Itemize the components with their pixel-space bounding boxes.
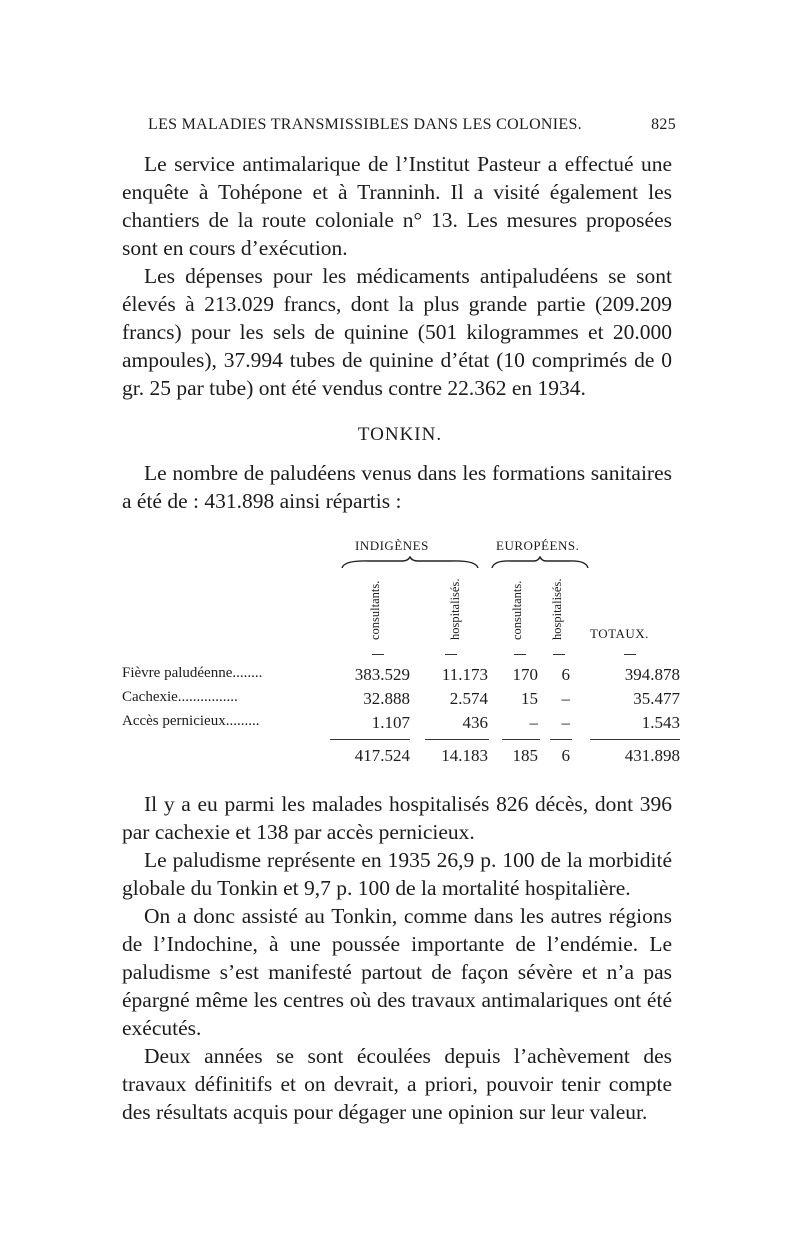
- row-label: Cachexie................: [122, 689, 238, 705]
- running-title: LES MALADIES TRANSMISSIBLES DANS LES COLONIES.: [148, 116, 582, 133]
- sum-rule: [550, 739, 572, 740]
- total-eur-cons: 185: [512, 746, 538, 765]
- col-header-indigenes-hospitalises: hospitalisés.: [448, 578, 462, 640]
- cell-eur-hosp: –: [561, 713, 570, 732]
- cell-eur-hosp: 6: [561, 665, 570, 684]
- sum-rule: [590, 739, 680, 740]
- brace-europeens: [490, 556, 590, 570]
- total-ind-cons: 417.524: [354, 746, 410, 765]
- cell-total: 35.477: [633, 689, 680, 708]
- text-block-bottom: [122, 790, 672, 1126]
- total-eur-hosp: 6: [561, 746, 570, 765]
- cell-eur-cons: 170: [512, 665, 538, 684]
- col-header-indigenes-consultants: consultants.: [368, 580, 382, 640]
- header-dash: [445, 654, 457, 655]
- text-block-intro-table: [122, 459, 672, 515]
- col-header-totaux: TOTAUX.: [590, 626, 649, 641]
- sum-rule: [425, 739, 489, 740]
- table-row: [0, 713, 800, 739]
- text-block-top: [122, 150, 672, 402]
- table-row: [0, 665, 800, 691]
- cell-ind-hosp: 436: [462, 713, 488, 732]
- paragraph-poussee-endemie: On a donc assisté au Tonkin, comme dans les autres régions de l’Indochine, à une poussée importante de l’endémie. Le paludisme s’est manifesté partout de façon sévère et n’a pas épargné même les centres où des travaux antimalariques ont été exécutés.: [122, 904, 672, 1040]
- paragraph-travaux-definitifs: Deux années se sont écoulées depuis l’achèvement des travaux définitifs et on devrait, a priori, pouvoir tenir compte des résultats acquis pour dégager une opinion sur leur valeur.: [122, 1044, 672, 1124]
- header-dash: [624, 654, 636, 655]
- sum-rule: [330, 739, 410, 740]
- cell-eur-cons: –: [529, 713, 538, 732]
- cell-ind-hosp: 2.574: [449, 689, 488, 708]
- group-header-indigenes: INDIGÈNES: [355, 538, 429, 553]
- cell-eur-cons: 15: [521, 689, 538, 708]
- group-header-europeens: EUROPÉENS.: [496, 538, 580, 553]
- header-dash: [553, 654, 565, 655]
- table-row-totals: [0, 746, 800, 772]
- header-dash: [372, 654, 384, 655]
- col-header-europeens-consultants: consultants.: [510, 580, 524, 640]
- sum-rule: [502, 739, 540, 740]
- cell-total: 394.878: [624, 665, 680, 684]
- paragraph-depenses: Les dépenses pour les médicaments antipaludéens se sont élevés à 213.029 francs, dont la plus grande partie (209.209 francs) pour les sels de quinine (501 kilogrammes et 20.000 ampoules), 37.994 tubes de quinine d’état (10 comprimés de 0 gr. 25 par tube) ont été vendus contre 22.362 en 1934.: [122, 264, 672, 400]
- cell-total: 1.543: [641, 713, 680, 732]
- row-label: Fièvre paludéenne........: [122, 665, 263, 681]
- cell-ind-cons: 383.529: [354, 665, 410, 684]
- cell-ind-cons: 1.107: [371, 713, 410, 732]
- cell-ind-hosp: 11.173: [441, 665, 488, 684]
- col-header-europeens-hospitalises: hospitalisés.: [550, 578, 564, 640]
- page-number: 825: [651, 116, 676, 133]
- cell-ind-cons: 32.888: [363, 689, 410, 708]
- cell-eur-hosp: –: [561, 689, 570, 708]
- section-title-tonkin: TONKIN.: [357, 424, 443, 445]
- paragraph-service-antimalarique: Le service antimalarique de l’Institut Pasteur a effectué une enquête à Tohépone et à Tranninh. Il a visité également les chantiers de la route coloniale n° 13. Les mesures proposées sont en cours d’exécution.: [122, 152, 672, 260]
- header-dash: [514, 654, 526, 655]
- paragraph-morbidite: Le paludisme représente en 1935 26,9 p. 100 de la morbidité globale du Tonkin et 9,7 p. 100 de la mortalité hospitalière.: [122, 848, 672, 900]
- total-grand: 431.898: [624, 746, 680, 765]
- brace-indigenes: [340, 556, 480, 570]
- table-row: [0, 689, 800, 715]
- paragraph-nombre-paludeens: Le nombre de paludéens venus dans les formations sanitaires a été de : 431.898 ainsi répartis :: [122, 461, 672, 513]
- row-label: Accès pernicieux.........: [122, 713, 260, 729]
- total-ind-hosp: 14.183: [441, 746, 488, 765]
- paragraph-deces: Il y a eu parmi les malades hospitalisés 826 décès, dont 396 par cachexie et 138 par accès pernicieux.: [122, 792, 672, 844]
